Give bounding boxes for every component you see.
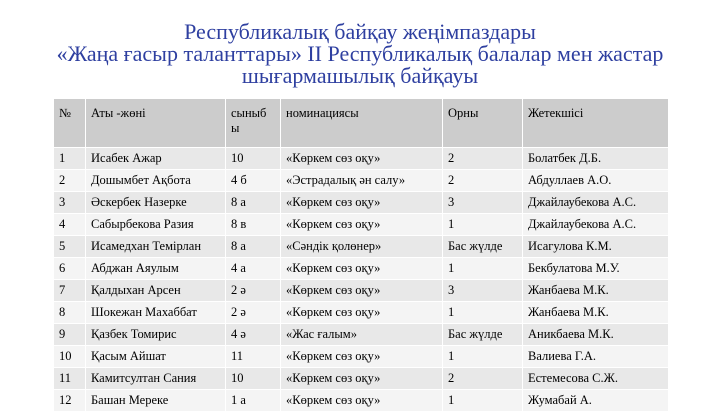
cell-nomination: «Сәндік қолөнер» [281,236,443,258]
header-nomination: номинациясы [281,99,443,148]
header-place: Орны [443,99,523,148]
cell-name: Қазбек Томирис [86,324,226,346]
cell-name: Абджан Аяулым [86,258,226,280]
header-grade: сыныб ы [226,99,281,148]
table-row [54,390,669,412]
cell-nomination: «Көркем сөз оқу» [281,280,443,302]
cell-place: 2 [443,148,523,170]
cell-supervisor: Исагулова К.М. [523,236,669,258]
cell-grade: 10 [226,368,281,390]
page-title [40,21,680,87]
cell-number: 12 [54,390,86,412]
table-row [54,214,669,236]
cell-nomination: «Эстрадалық ән салу» [281,170,443,192]
cell-supervisor: Бекбулатова М.У. [523,258,669,280]
cell-name: Қалдыхан Арсен [86,280,226,302]
cell-number: 1 [54,148,86,170]
cell-nomination: «Жас ғалым» [281,324,443,346]
cell-nomination: «Көркем сөз оқу» [281,214,443,236]
cell-number: 5 [54,236,86,258]
cell-supervisor: Болатбек Д.Б. [523,148,669,170]
cell-supervisor: Джайлаубекова А.С. [523,192,669,214]
cell-place: 2 [443,170,523,192]
title-line-1: Республикалық байқау жеңімпаздары [184,19,536,44]
cell-supervisor: Жумабай А. [523,390,669,412]
cell-grade: 2 ә [226,280,281,302]
cell-number: 7 [54,280,86,302]
header-supervisor: Жетекшісі [523,99,669,148]
cell-name: Шокежан Махаббат [86,302,226,324]
cell-place: 3 [443,280,523,302]
header-name: Аты -жөні [86,99,226,148]
cell-nomination: «Көркем сөз оқу» [281,368,443,390]
cell-number: 8 [54,302,86,324]
table-row [54,280,669,302]
cell-place: 1 [443,390,523,412]
cell-place: 1 [443,302,523,324]
winners-table [53,98,669,412]
cell-nomination: «Көркем сөз оқу» [281,258,443,280]
cell-place: Бас жүлде [443,324,523,346]
table-row [54,302,669,324]
cell-name: Исабек Ажар [86,148,226,170]
table-row [54,236,669,258]
cell-name: Әскербек Назерке [86,192,226,214]
cell-name: Дошымбет Ақбота [86,170,226,192]
table-row [54,368,669,390]
cell-name: Қасым Айшат [86,346,226,368]
cell-nomination: «Көркем сөз оқу» [281,192,443,214]
title-line-3: шығармашылық байқауы [241,63,479,88]
cell-supervisor: Джайлаубекова А.С. [523,214,669,236]
cell-number: 9 [54,324,86,346]
cell-grade: 1 а [226,390,281,412]
cell-place: 2 [443,368,523,390]
cell-place: 3 [443,192,523,214]
cell-nomination: «Көркем сөз оқу» [281,302,443,324]
cell-number: 2 [54,170,86,192]
cell-place: 1 [443,258,523,280]
cell-name: Башан Мереке [86,390,226,412]
cell-grade: 10 [226,148,281,170]
cell-place: Бас жүлде [443,236,523,258]
cell-grade: 8 в [226,214,281,236]
cell-number: 4 [54,214,86,236]
cell-supervisor: Аникбаева М.К. [523,324,669,346]
cell-place: 1 [443,214,523,236]
title-line-2: «Жаңа ғасыр таланттары» II Республикалық балалар мен жастар [56,41,664,66]
table-row [54,324,669,346]
cell-grade: 4 а [226,258,281,280]
table-row [54,258,669,280]
cell-nomination: «Көркем сөз оқу» [281,346,443,368]
cell-supervisor: Валиева Г.А. [523,346,669,368]
table-row [54,170,669,192]
cell-grade: 8 а [226,192,281,214]
cell-supervisor: Жанбаева М.К. [523,302,669,324]
cell-name: Исамедхан Темірлан [86,236,226,258]
cell-number: 11 [54,368,86,390]
table-row [54,192,669,214]
table-header-row [54,99,669,148]
header-number: № [54,99,86,148]
cell-supervisor: Жанбаева М.К. [523,280,669,302]
cell-nomination: «Көркем сөз оқу» [281,390,443,412]
table-row [54,346,669,368]
cell-supervisor: Абдуллаев А.О. [523,170,669,192]
table-row [54,148,669,170]
cell-place: 1 [443,346,523,368]
cell-nomination: «Көркем сөз оқу» [281,148,443,170]
cell-number: 3 [54,192,86,214]
cell-supervisor: Естемесова С.Ж. [523,368,669,390]
cell-grade: 8 а [226,236,281,258]
cell-grade: 4 ә [226,324,281,346]
cell-grade: 2 ә [226,302,281,324]
cell-grade: 11 [226,346,281,368]
cell-name: Сабырбекова Разия [86,214,226,236]
cell-name: Камитсултан Сания [86,368,226,390]
cell-grade: 4 б [226,170,281,192]
cell-number: 10 [54,346,86,368]
cell-number: 6 [54,258,86,280]
